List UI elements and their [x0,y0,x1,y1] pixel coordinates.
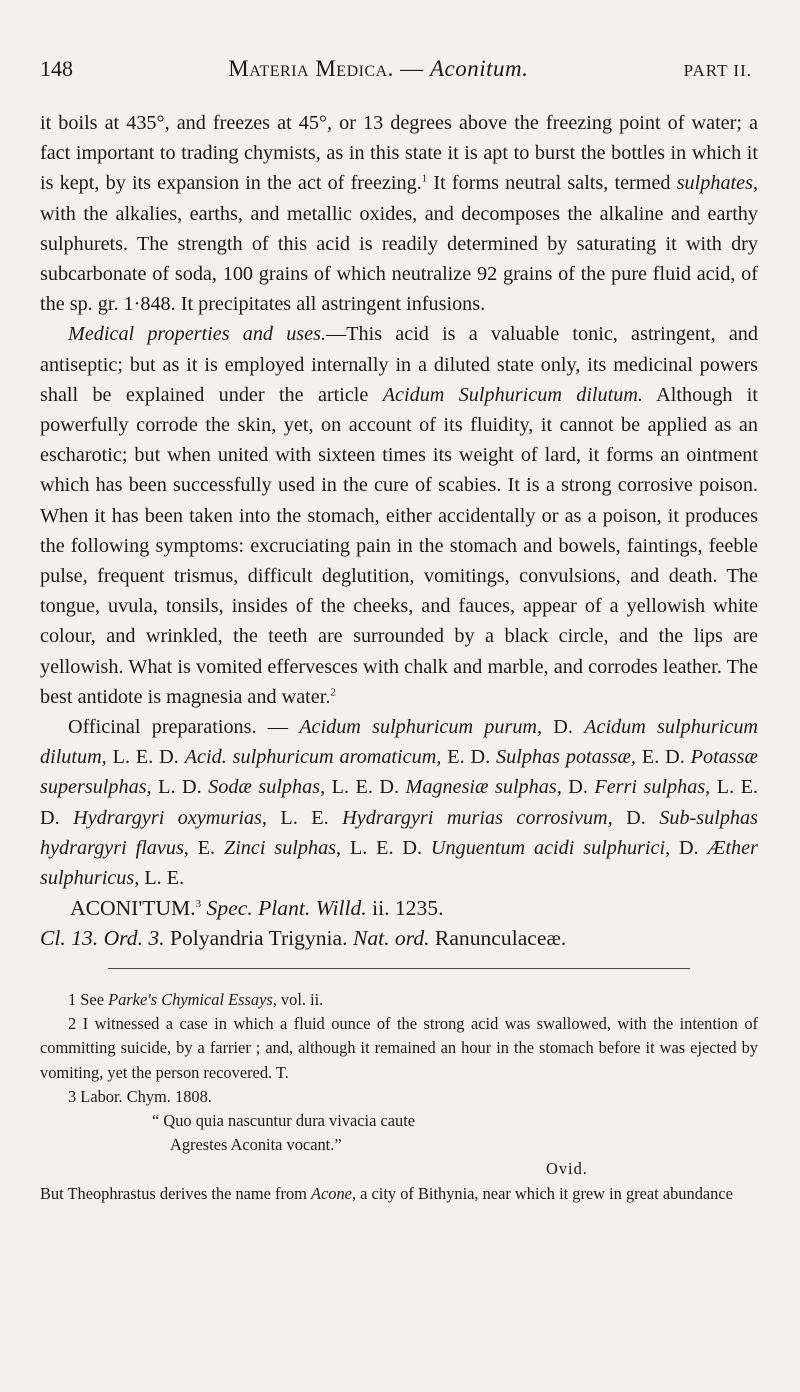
natural-order-label: Nat. ord. [352,926,430,951]
footnote-text: But Theophrastus derives the name from [40,1183,311,1203]
section-lead: Officinal preparations. — [68,716,300,739]
footnote-number: 1 [68,990,77,1009]
footnote-text: See [76,990,109,1009]
officinal-name: Acid. sulphuricum aromaticum, [184,746,442,769]
footnote-3-continuation [40,1182,758,1206]
officinal-source: L. E. D. [40,776,758,829]
running-title-main: Materia Medica. — [228,56,424,81]
footnote-3 [40,1085,758,1109]
officinal-source: L. D. [151,776,209,799]
officinal-name: Hydrargyri murias corrosivum, [342,806,613,829]
quote-line: Agrestes Aconita vocant.” [170,1135,342,1155]
officinal-name: Hydrargyri oxymurias, [73,806,267,829]
quote-author: Ovid. [546,1159,588,1179]
footnote-number: 2 [68,1014,77,1034]
species-reference: Spec. Plant. Willd. [201,896,367,921]
officinal-name: Potassæ supersulphas, [40,746,758,799]
page-number: 148 [40,56,73,81]
officinal-source: L. E. D. [341,836,431,859]
footnote-2 [40,1012,758,1085]
officinal-source: L. E. D. [106,746,185,769]
footnote-ref: 2 [330,686,336,699]
officinal-source: E. [188,836,224,859]
paragraph-text: it boils at 435°, and freezes at 45°, or 13 degrees above the freezing point of water; a fact important to trading chymists, as in this state it is apt to burst the bottles in which it is kept, by its expansion in the act of freezing. [40,112,758,195]
officinal-name: Zinci sulphas, [223,836,342,859]
footnote-divider [108,968,690,969]
officinal-source: L. E. [139,867,185,890]
footnote-ref: 3 [195,898,202,911]
paragraph-text: Although it powerfully corrode the skin, yet, on account of its fluidity, it cannot be applied as an escharotic; but when united with sixteen times its weight of lard, it forms an ointment which has been successfully used in the cure of scabies. It is a strong corrosive poison. When it has been taken into the stomach, either accidentally or as a poison, it produces the following symptoms: excruciating pain in the stomach and bowels, faintings, feeble pulse, frequent trismus, difficult deglutition, vomitings, convulsions, and death. The tongue, uvula, tonsils, insides of the cheeks, and fauces, appear of a yellowish white colour, and wrinkled, the teeth are surrounded by a black circle, and the lips are yellowish. What is vomited effervesces with chalk and marble, and corrodes leather. The best antidote is magnesia and water. [40,383,759,708]
officinal-name: Sodæ sulphas, [208,776,326,799]
footnotes [40,988,758,1206]
running-title [228,56,528,82]
italic-term: Acidum Sulphuricum dilutum. [382,383,643,406]
paragraph-text: , with the alkalies, earths, and metallic oxides, and decomposes the alkaline and earthy sulphurets. The strength of this acid is readily determined by saturating it with dry subcarbonate of soda, 100 grains of which neutralize 92 grains of the pure fluid acid, of the sp. gr. 1·848. It precipitates all astringent infusions. [40,172,759,316]
footnote-text: Labor. Chym. 1808. [76,1086,212,1106]
officinal-source: D. [561,776,595,799]
officinal-name: Ferri sulphas, [594,776,711,799]
paragraph-properties [40,108,758,319]
paragraph-text: —This acid is a valuable tonic, astringent, and antiseptic; but as it is employed internally in a diluted state only, its medicinal powers shall be explained under the article [40,323,758,406]
paragraph-officinal [40,712,758,893]
footnote-number: 3 [68,1086,77,1106]
footnote-1 [40,988,758,1012]
classification-line [40,923,758,953]
italic-term: Parke's Chymical Essays, [108,990,277,1009]
officinal-name: Æther sulphuricus, [40,836,758,890]
part-label: PART II. [683,61,752,80]
footnote-text: a city of Bithynia, near which it grew in great abundance [356,1183,733,1203]
officinal-name: Magnesiæ sulphas, [405,776,562,799]
footnote-text: I witnessed a case in which a fluid ounce of the strong acid was swallowed, with the intention of committing suicide, by a farrier ; and, although it remained an hour in the stomach before it was ejected by vomiting, yet the person recovered. T. [40,1014,758,1082]
section-lead: Medical properties and uses. [68,323,327,346]
officinal-source: D. [612,806,660,829]
quote-line: “ Quo quia nascuntur dura vivacia caute [152,1111,416,1131]
paragraph-medical-uses [40,319,758,712]
running-header [40,56,752,90]
officinal-name: Sulphas potassæ, [496,746,636,769]
italic-term: Acone, [311,1183,357,1203]
volume-reference: ii. 1235. [366,896,444,921]
footnote-ref: 1 [421,172,428,185]
officinal-name: Unguentum acidi sulphurici, [430,836,671,859]
class-name: Polyandria Trigynia. [164,926,353,951]
italic-term: sulphates [676,172,753,195]
officinal-name: Sub-sulphas hydrargyri flavus, [40,806,758,859]
main-text [40,108,758,954]
paragraph-text: It forms neutral salts, termed [427,172,677,195]
article-title: ACONI'TUM. [70,896,196,921]
officinal-source: E. D. [441,746,497,769]
running-title-sub: Aconitum. [429,56,529,81]
officinal-name: Acidum sulphuricum dilutum, [40,716,758,769]
officinal-name: Acidum sulphuricum purum, [299,716,543,739]
natural-order: Ranunculaceæ. [429,926,567,951]
class-order: Cl. 13. Ord. 3. [40,926,165,951]
officinal-source: L. E. D. [325,776,406,799]
officinal-source: D. [542,716,585,739]
officinal-source: L. E. [266,806,343,829]
article-heading [40,893,758,923]
footnote-text: vol. ii. [276,990,324,1009]
officinal-source: E. D. [635,746,691,769]
officinal-source: D. [670,836,708,859]
